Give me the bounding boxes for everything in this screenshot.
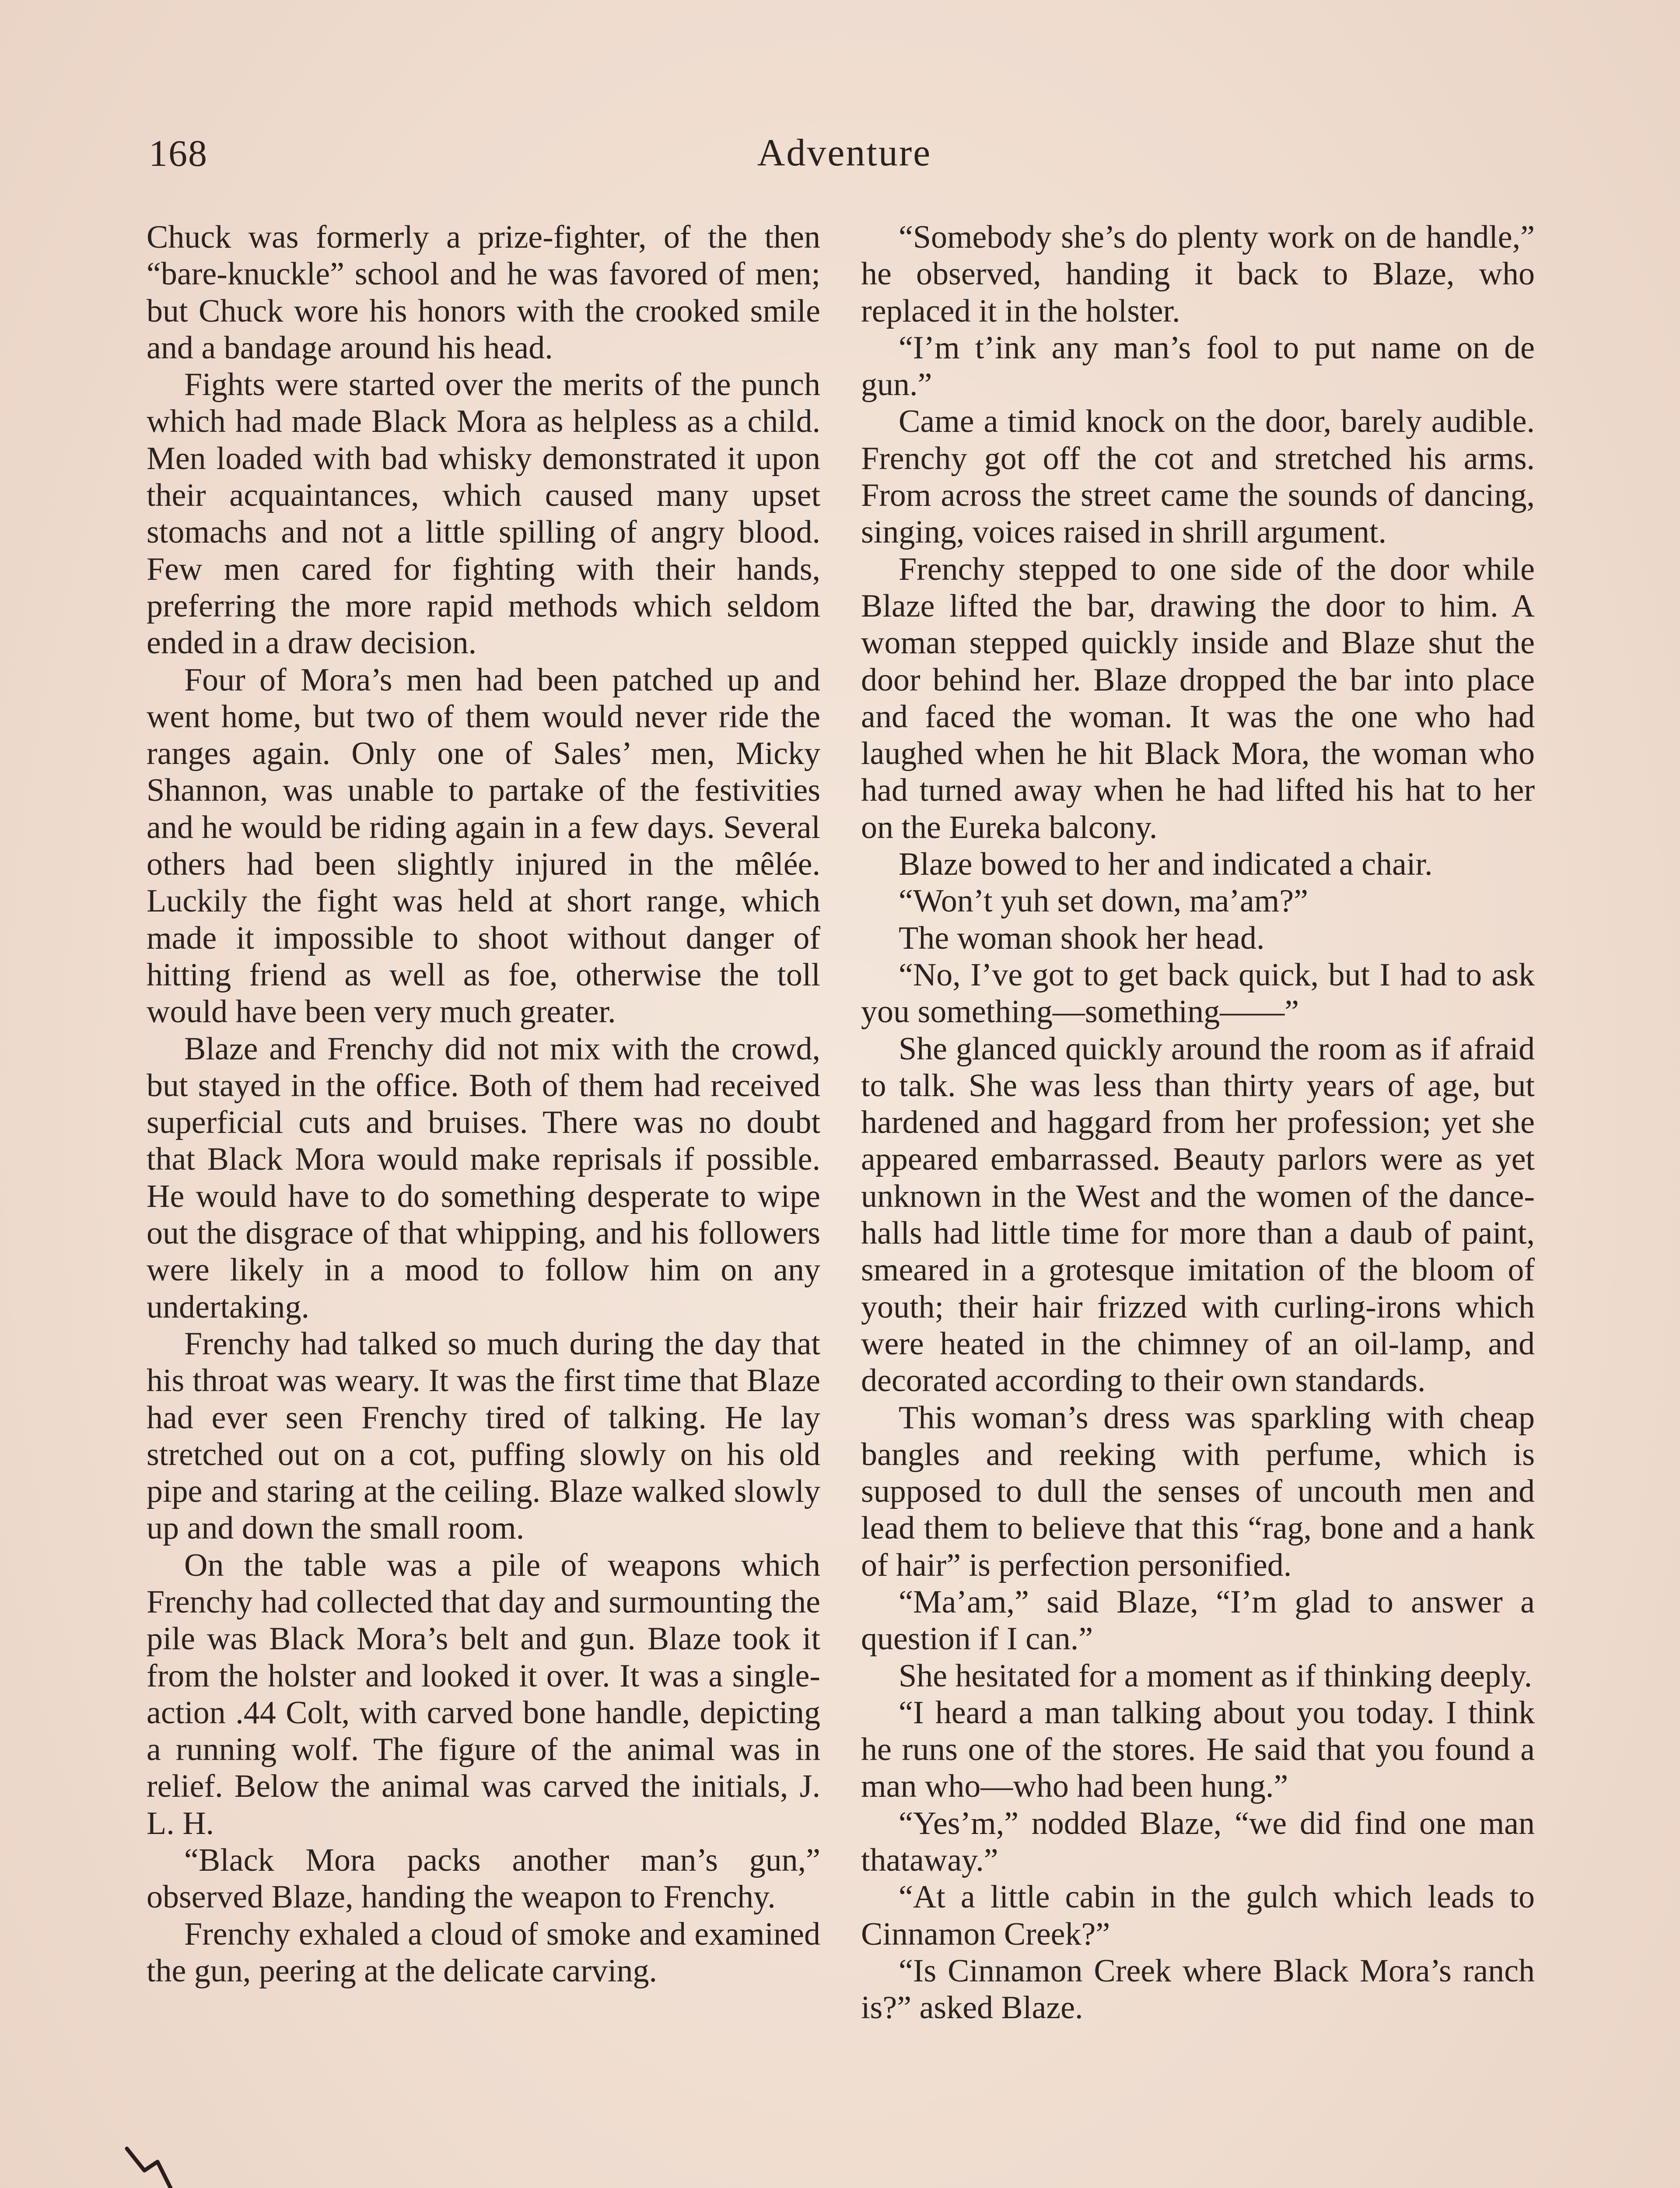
paragraph: “Somebody she’s do plenty work on de handle,” he observed, handing it back to Blaze, who replaced it in the holster. bbox=[861, 219, 1535, 329]
paragraph: Frenchy exhaled a cloud of smoke and examined the gun, peering at the delicate carving. bbox=[147, 1916, 820, 1989]
running-head: Adventure bbox=[757, 132, 932, 174]
paragraph: Came a timid knock on the door, barely audible. Frenchy got off the cot and stretched his arms. From across the street came the sounds of dancing, singing, voices raised in shrill argument. bbox=[861, 403, 1535, 551]
paragraph: She glanced quickly around the room as if afraid to talk. She was less than thirty years of age, but hardened and haggard from her profession; yet she appeared embarrassed. Beauty parlors were as yet unknown in the West and the women of the dance-halls had little time for more than a daub of paint, smeared in a grotesque imitation of the bloom of youth; their hair frizzed with curling-irons which were heated in the chimney of an oil-lamp, and decorated according to their own standards. bbox=[861, 1031, 1535, 1399]
paragraph: She hesitated for a moment as if thinking deeply. bbox=[899, 1658, 1533, 1694]
left-column bbox=[147, 219, 820, 1989]
paragraph: Chuck was formerly a prize-fighter, of the then “bare-knuckle” school and he was favored of men; but Chuck wore his honors with the crooked smile and a bandage around his head. bbox=[147, 219, 820, 366]
paragraph: “Black Mora packs another man’s gun,” observed Blaze, handing the weapon to Frenchy. bbox=[147, 1842, 820, 1915]
paragraph: On the table was a pile of weapons which Frenchy had collected that day and surmounting the pile was Black Mora’s belt and gun. Blaze took it from the holster and looked it over. It was a single-action .44 Colt, with carved bone handle, depicting a running wolf. The figure of the animal was in relief. Below the animal was carved the initials, J. L. H. bbox=[147, 1547, 820, 1841]
page-number: 168 bbox=[149, 132, 208, 174]
paragraph: “Yes’m,” nodded Blaze, “we did find one man thataway.” bbox=[861, 1805, 1535, 1879]
right-column bbox=[861, 219, 1535, 2027]
paragraph: Four of Mora’s men had been patched up and went home, but two of them would never ride the ranges again. Only one of Sales’ men, Micky Shannon, was unable to partake of the festivities and he would be riding again in a few days. Several others had been slightly injured in the mêlée. Luckily the fight was held at short range, which made it impossible to shoot without danger of hitting friend as well as foe, otherwise the toll would have been very much greater. bbox=[147, 662, 820, 1030]
paragraph: This woman’s dress was sparkling with cheap bangles and reeking with perfume, which is supposed to dull the senses of uncouth men and lead them to believe that this “rag, bone and a hank of hair” is perfection personified. bbox=[861, 1399, 1535, 1583]
paragraph: “At a little cabin in the gulch which leads to Cinnamon Creek?” bbox=[861, 1879, 1535, 1952]
paragraph: The woman shook her head. bbox=[899, 920, 1265, 956]
paragraph: “Is Cinnamon Creek where Black Mora’s ranch is?” asked Blaze. bbox=[861, 1953, 1535, 2026]
paper-tear-mark bbox=[0, 2144, 262, 2188]
paragraph: Fights were started over the merits of the punch which had made Black Mora as helpless as a child. Men loaded with bad whisky demonstrated it upon their acquaintances, which caused many upset stomachs and not a little spilling of angry blood. Few men cared for fighting with their hands, preferring the more rapid methods which seldom ended in a draw decision. bbox=[147, 367, 820, 661]
paragraph: Blaze and Frenchy did not mix with the crowd, but stayed in the office. Both of them had received superficial cuts and bruises. There was no doubt that Black Mora would make reprisals if possible. He would have to do something desperate to wipe out the disgrace of that whipping, and his followers were likely in a mood to follow him on any undertaking. bbox=[147, 1031, 820, 1325]
paragraph: “No, I’ve got to get back quick, but I had to ask you something—something——” bbox=[861, 957, 1535, 1030]
paragraph: “I’m t’ink any man’s fool to put name on de gun.” bbox=[861, 330, 1535, 403]
paragraph: Frenchy had talked so much during the day that his throat was weary. It was the first time that Blaze had ever seen Frenchy tired of talking. He lay stretched out on a cot, puffing slowly on his old pipe and staring at the ceiling. Blaze walked slowly up and down the small room. bbox=[147, 1325, 820, 1546]
page-header bbox=[149, 127, 1540, 179]
paragraph: Blaze bowed to her and indicated a chair. bbox=[899, 846, 1433, 883]
paragraph: “I heard a man talking about you today. I think he runs one of the stores. He said that you found a man who—who had been hung.” bbox=[861, 1694, 1535, 1805]
paragraph: Frenchy stepped to one side of the door while Blaze lifted the bar, drawing the door to him. A woman stepped quickly inside and Blaze shut the door behind her. Blaze dropped the bar into place and faced the woman. It was the one who had laughed when he hit Black Mora, the woman who had turned away when he had lifted his hat to her on the Eureka balcony. bbox=[861, 551, 1535, 845]
paragraph: “Won’t yuh set down, ma’am?” bbox=[899, 883, 1308, 919]
paragraph: “Ma’am,” said Blaze, “I’m glad to answer a question if I can.” bbox=[861, 1584, 1535, 1657]
